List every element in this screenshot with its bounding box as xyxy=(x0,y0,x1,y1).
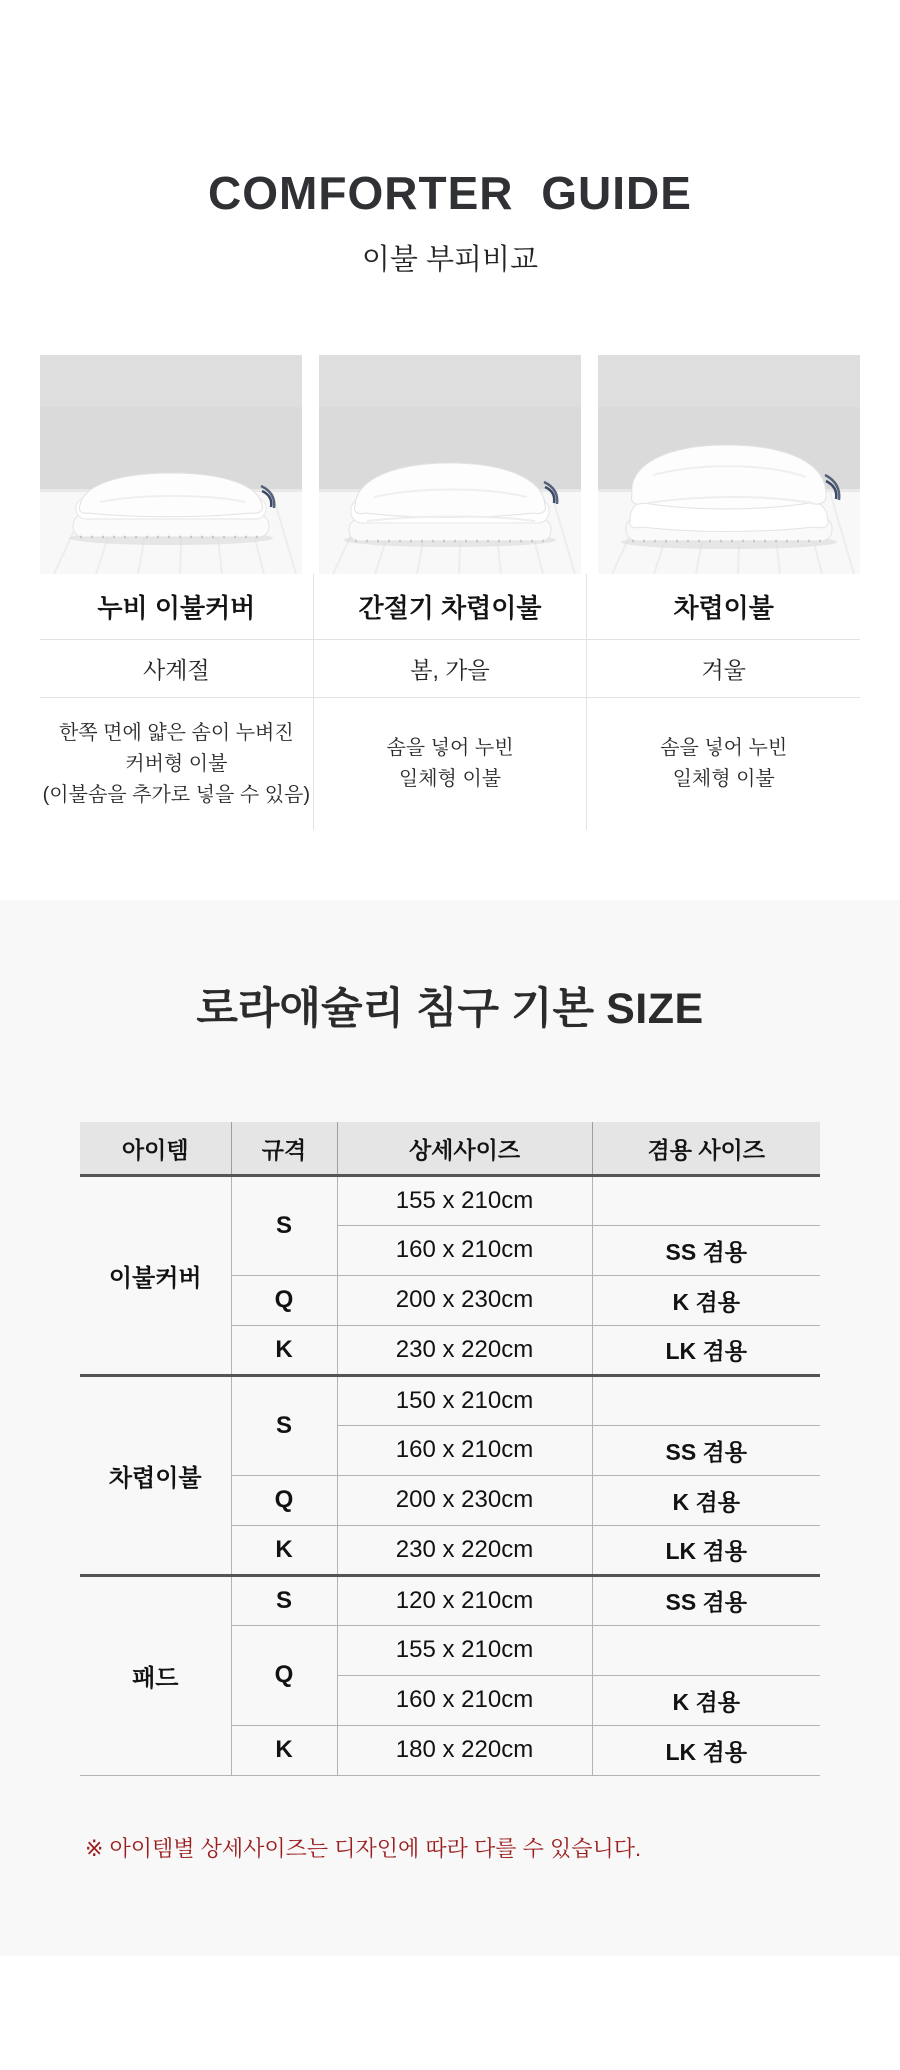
size-table-header-row xyxy=(80,1122,820,1175)
size-cell: 160 x 210cm xyxy=(337,1225,592,1275)
spec-cell: K xyxy=(231,1325,337,1375)
compat-cell: LK 겸용 xyxy=(592,1525,820,1575)
size-cell: 230 x 220cm xyxy=(337,1325,592,1375)
size-section-title: 로라애슐리 침구 기본 SIZE xyxy=(196,985,704,1033)
compat-cell: SS 겸용 xyxy=(592,1225,820,1275)
size-cell: 150 x 210cm xyxy=(337,1375,592,1425)
size-note: ※ 아이템별 상세사이즈는 디자인에 따라 다를 수 있습니다. xyxy=(85,1835,642,1861)
comforter-type-name: 누비 이불커버 xyxy=(97,593,256,623)
compat-cell xyxy=(592,1625,820,1675)
size-cell: 155 x 210cm xyxy=(337,1625,592,1675)
table-row xyxy=(80,1575,820,1625)
spec-cell: K xyxy=(231,1525,337,1575)
compat-cell: LK 겸용 xyxy=(592,1325,820,1375)
size-cell: 200 x 230cm xyxy=(337,1475,592,1525)
size-group-duvet-cover xyxy=(80,1175,820,1375)
spec-cell: Q xyxy=(231,1475,337,1525)
size-group-comforter xyxy=(80,1375,820,1575)
comparison-table xyxy=(40,574,860,830)
header-cell-compat: 겸용 사이즈 xyxy=(592,1122,820,1175)
header-cell-spec: 규격 xyxy=(231,1122,337,1175)
size-cell: 160 x 210cm xyxy=(337,1425,592,1475)
size-cell: 180 x 220cm xyxy=(337,1725,592,1775)
comforter-description: 솜을 넣어 누빈 일체형 이불 xyxy=(586,698,860,830)
compat-cell: K 겸용 xyxy=(592,1475,820,1525)
spec-cell: Q xyxy=(231,1625,337,1725)
header-cell-size: 상세사이즈 xyxy=(337,1122,592,1175)
comparison-desc-row xyxy=(40,698,860,830)
comforter-photos-row xyxy=(40,355,860,574)
compat-cell: K 겸용 xyxy=(592,1275,820,1325)
size-cell: 230 x 220cm xyxy=(337,1525,592,1575)
compat-cell xyxy=(592,1375,820,1425)
size-cell: 160 x 210cm xyxy=(337,1675,592,1725)
comforter-season: 겨울 xyxy=(586,640,860,697)
header-cell-item: 아이템 xyxy=(80,1122,231,1175)
size-cell: 155 x 210cm xyxy=(337,1175,592,1225)
comparison-season-row xyxy=(40,640,860,698)
compat-cell: LK 겸용 xyxy=(592,1725,820,1775)
compat-cell: K 겸용 xyxy=(592,1675,820,1725)
compat-cell: SS 겸용 xyxy=(592,1575,820,1625)
comparison-name-row xyxy=(40,574,860,640)
comforter-guide-section xyxy=(0,0,900,900)
compat-cell: SS 겸용 xyxy=(592,1425,820,1475)
comforter-type-name: 차렵이불 xyxy=(586,574,860,639)
comforter-type-name: 간절기 차렵이불 xyxy=(313,574,587,639)
spec-cell: S xyxy=(231,1575,337,1625)
comforter-photo-midseason xyxy=(319,355,581,574)
compat-cell xyxy=(592,1175,820,1225)
spec-cell: Q xyxy=(231,1275,337,1325)
item-cell: 패드 xyxy=(80,1575,231,1775)
comforter-season: 사계절 xyxy=(143,657,210,683)
spec-cell: S xyxy=(231,1375,337,1475)
comforter-season: 봄, 가을 xyxy=(313,640,587,697)
size-table xyxy=(80,1122,820,1776)
item-cell: 이불커버 xyxy=(80,1175,231,1375)
size-cell: 200 x 230cm xyxy=(337,1275,592,1325)
spec-cell: S xyxy=(231,1175,337,1275)
comforter-description: 한쪽 면에 얇은 솜이 누벼진 커버형 이불 (이불솜을 추가로 넣을 수 있음) xyxy=(42,721,311,806)
spec-cell: K xyxy=(231,1725,337,1775)
item-cell: 차렵이불 xyxy=(80,1375,231,1575)
size-group-pad xyxy=(80,1575,820,1775)
table-row xyxy=(80,1175,820,1225)
comforter-photo-winter xyxy=(598,355,860,574)
size-section xyxy=(0,900,900,1956)
size-cell: 120 x 210cm xyxy=(337,1575,592,1625)
guide-subtitle: 이불 부피비교 xyxy=(361,244,539,276)
comforter-description: 솜을 넣어 누빈 일체형 이불 xyxy=(313,698,587,830)
comforter-photo-quilted-cover xyxy=(40,355,302,574)
table-row xyxy=(80,1375,820,1425)
guide-title: COMFORTER GUIDE xyxy=(208,167,692,219)
